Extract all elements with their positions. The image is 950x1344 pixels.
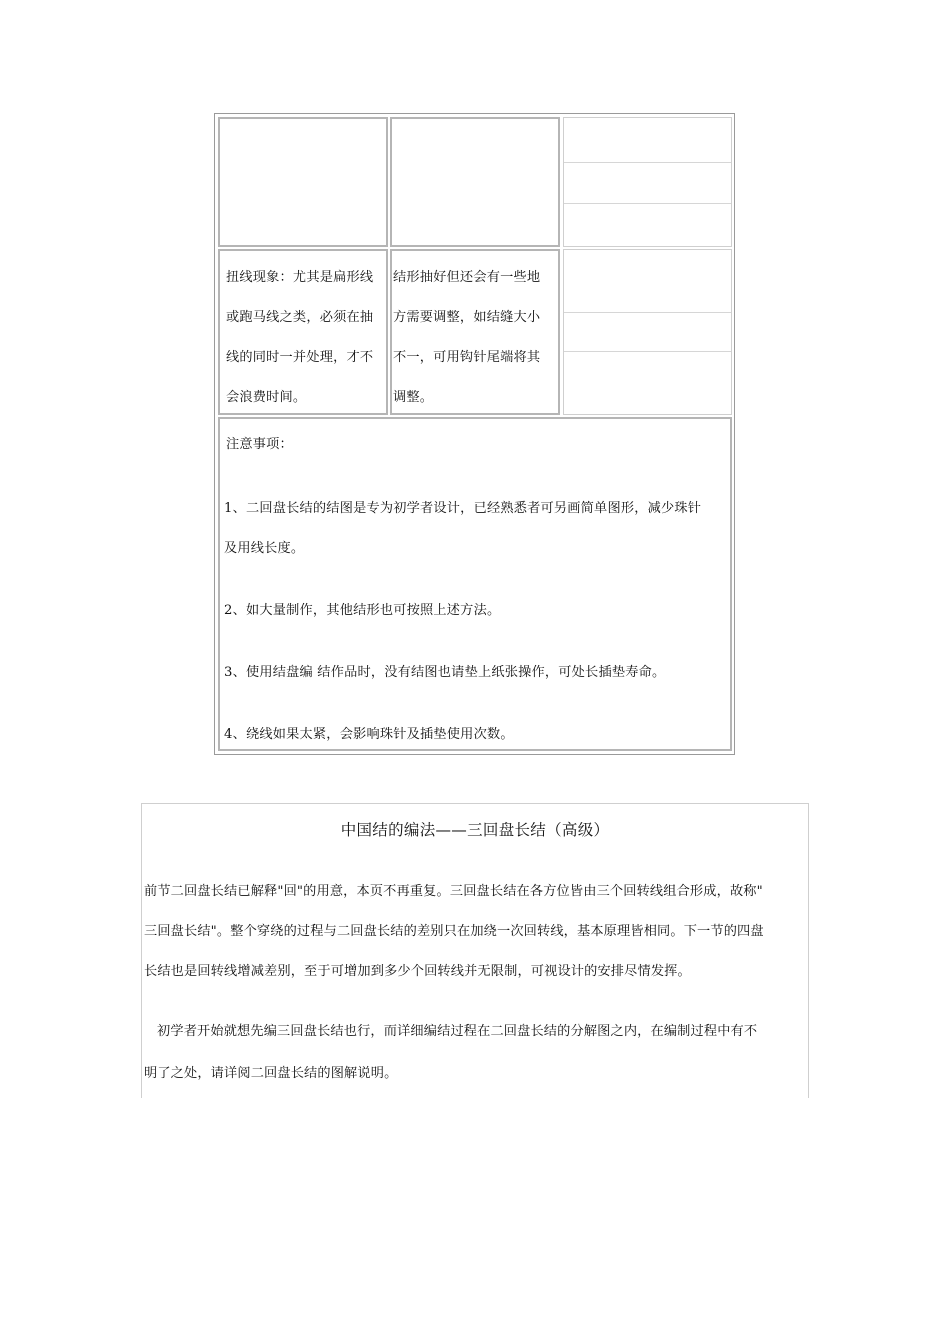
step-text-cell-1 — [218, 249, 388, 415]
text-line: 扭线现象：尤其是扁形线 — [226, 270, 374, 285]
article-section — [141, 803, 809, 1098]
text-line: 方需要调整，如结缝大小 — [393, 310, 541, 325]
step-text-cell-2 — [390, 249, 560, 415]
paragraph-line: 初学者开始就想先编三回盘长结也行，而详细编结过程在二回盘长结的分解图之内，在编制过程中有不 — [144, 1024, 758, 1039]
paragraph-line: 长结也是回转线增减差别，至于可增加到多少个回转线并无限制，可视设计的安排尽情发挥。 — [144, 964, 691, 979]
step-text-1 — [220, 251, 386, 418]
image-cell-3 — [563, 117, 732, 247]
notes-cell — [218, 417, 732, 751]
text-line: 会浪费时间。 — [226, 390, 307, 405]
cell-divider — [564, 162, 731, 163]
note-item-4: 4、绕线如果太紧，会影响珠针及插垫使用次数。 — [224, 727, 514, 742]
step-text-2 — [392, 251, 558, 418]
text-line: 结形抽好但还会有一些地 — [393, 270, 541, 285]
section-title: 中国结的编法——三回盘长结（高级） — [340, 821, 610, 839]
note-item-3: 3、使用结盘编 结作品时，没有结图也请垫上纸张操作，可处长插垫寿命。 — [224, 665, 666, 680]
paragraph-line: 三回盘长结"。整个穿绕的过程与二回盘长结的差别只在加绕一次回转线，基本原理皆相同。下一节的四盘 — [144, 924, 764, 939]
cell-divider — [564, 351, 731, 352]
paragraph-line: 明了之处，请详阅二回盘长结的图解说明。 — [144, 1066, 398, 1081]
text-line: 调整。 — [393, 390, 434, 405]
text-line: 线的同时一并处理，才不 — [226, 350, 374, 365]
note-item-1: 1、二回盘长结的结图是专为初学者设计，已经熟悉者可另画简单图形，减少珠针 — [224, 501, 702, 516]
notes-heading: 注意事项： — [226, 437, 293, 452]
text-line: 不一，可用钩针尾端将其 — [393, 350, 541, 365]
note-item-2: 2、如大量制作，其他结形也可按照上述方法。 — [224, 603, 501, 618]
text-line: 或跑马线之类，必须在抽 — [226, 310, 374, 325]
image-cell-1 — [218, 117, 388, 247]
instruction-table — [214, 113, 735, 755]
cell-divider — [564, 312, 731, 313]
cell-divider — [564, 203, 731, 204]
paragraph-line: 前节二回盘长结已解释"回"的用意，本页不再重复。三回盘长结在各方位皆由三个回转线组合形成，故称" — [144, 884, 763, 899]
note-item-1-cont: 及用线长度。 — [224, 541, 305, 556]
image-cell-2 — [390, 117, 560, 247]
image-cell-4 — [563, 249, 732, 415]
